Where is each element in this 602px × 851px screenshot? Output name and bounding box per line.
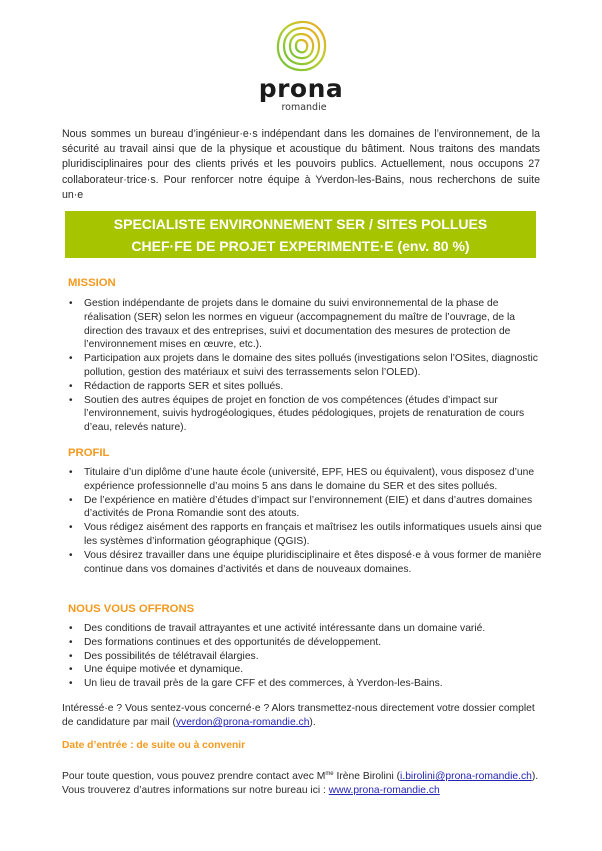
job-title-banner (65, 211, 536, 258)
bullet-icon: • (69, 298, 73, 309)
list-item: • Soutien des autres équipes de projet en fonction de vos compétences (études d’impact sur l’environnement, suivis hydrogéologiques, études pédologiques, projets de renaturation de cours d’eau, relevés nature). (69, 394, 525, 434)
list-item: • Un lieu de travail près de la gare CFF et des commerces, à Yverdon-les-Bains. (69, 678, 443, 690)
list-item: • Une équipe motivée et dynamique. (69, 664, 244, 676)
list-item: • Des conditions de travail attrayantes et une activité intéressante dans un domaine varié. (69, 623, 486, 634)
bullet-icon: • (69, 394, 73, 406)
job-title-line-2: CHEF·FE DE PROJET EXPERIMENTE·E (env. 80 %) (131, 238, 470, 254)
intro-paragraph: Nous sommes un bureau d’ingénieur·e·s indépendant dans les domaines de l’environnement, de la sécurité au travail ainsi que de la physique et acoustique du bâtiment. Nous traitons des mandats pluridisciplinaires pour des clients privés et les pouvoirs publics. Actuellement, nous occupons 27 collaborateur·trice·s. Pour renforcer notre équipe à Yverdon-les-Bains, nous recherchons de suite un·e (62, 128, 540, 201)
website-link[interactable]: www.prona-romandie.ch (328, 785, 440, 797)
logo-subtitle: romandie (281, 102, 327, 113)
title-superscript: me (325, 771, 334, 777)
bullet-icon: • (69, 623, 73, 634)
bullet-icon: • (69, 467, 73, 478)
job-title-line-1: SPECIALISTE ENVIRONNEMENT SER / SITES POLLUES (113, 216, 488, 232)
company-logo (0, 18, 602, 113)
list-item: • Gestion indépendante de projets dans le domaine du suivi environnemental de la phase de réalisation (SER) selon les normes en vigueur (accompagnement du maître de l’ouvrage, de la direction des travaux et des entreprises, suivi et documentation des mesures de protection de l’environnement mises en œuvre, etc.). (69, 298, 515, 351)
bullet-icon: • (69, 522, 73, 534)
apply-email-link[interactable]: yverdon@prona-romandie.ch (175, 717, 310, 729)
logo-rings-icon (273, 18, 329, 74)
contact-paragraph: Pour toute question, vous pouvez prendre contact avec $M^{me}$ Irène Birolini (i.birolini@prona-romandie.ch). Vous trouverez d’autres informations sur notre bureau ici : www.prona-romandie.ch (62, 771, 539, 797)
list-item: • De l’expérience en matière d’études d’impact sur l’environnement (EIE) et dans d’autres domaines d’activités de Prona Romandie sont des atouts. (69, 494, 533, 520)
bullet-icon: • (69, 636, 73, 648)
list-item: • Des possibilités de télétravail élargies. (69, 650, 259, 662)
list-item: • Participation aux projets dans le domaine des sites pollués (investigations selon l’OSites, diagnostic pollution, gestion des matériaux et suivi des terrassements selon l’OLED). (69, 353, 538, 378)
section-title-offrons: NOUS VOUS OFFRONS (68, 603, 195, 615)
apply-paragraph: Intéressé·e ? Vous sentez-vous concerné·e ? Alors transmettez-nous directement votre dossier complet de candidature par mail (yverdon@prona-romandie.ch). (62, 703, 535, 729)
list-item: • Vous désirez travailler dans une équipe pluridisciplinaire et êtes disposé·e à vous former de manière continue dans vos domaines d’activités et dans de nouveaux domaines. (69, 549, 542, 575)
bullet-icon: • (69, 664, 73, 676)
list-item: • Vous rédigez aisément des rapports en français et maîtrisez les outils informatiques usuels ainsi que les systèmes d’information géographique (QGIS). (69, 522, 542, 547)
list-item: • Des formations continues et des opportunités de développement. (69, 636, 382, 648)
profil-list (68, 466, 543, 576)
bullet-icon: • (69, 549, 73, 561)
section-title-profil: PROFIL (68, 447, 110, 459)
bullet-icon: • (69, 494, 73, 506)
offrons-list (68, 622, 543, 691)
list-item: • Titulaire d’un diplôme d’une haute école (université, EPF, HES ou équivalent), vous disposez d’une expérience professionnelle d’au moins 5 ans dans le domaine du SER et des sites pollués. (69, 467, 535, 492)
contact-email-link[interactable]: i.birolini@prona-romandie.ch (400, 771, 532, 782)
list-item: • Rédaction de rapports SER et sites pollués. (69, 380, 284, 392)
bullet-icon: • (69, 650, 73, 662)
start-date: Date d’entrée : de suite ou à convenir (62, 740, 246, 751)
bullet-icon: • (69, 678, 73, 690)
section-title-mission: MISSION (68, 277, 116, 289)
bullet-icon: • (69, 353, 73, 365)
bullet-icon: • (69, 380, 73, 392)
mission-list (68, 297, 543, 435)
logo-wordmark: prona (258, 74, 344, 103)
